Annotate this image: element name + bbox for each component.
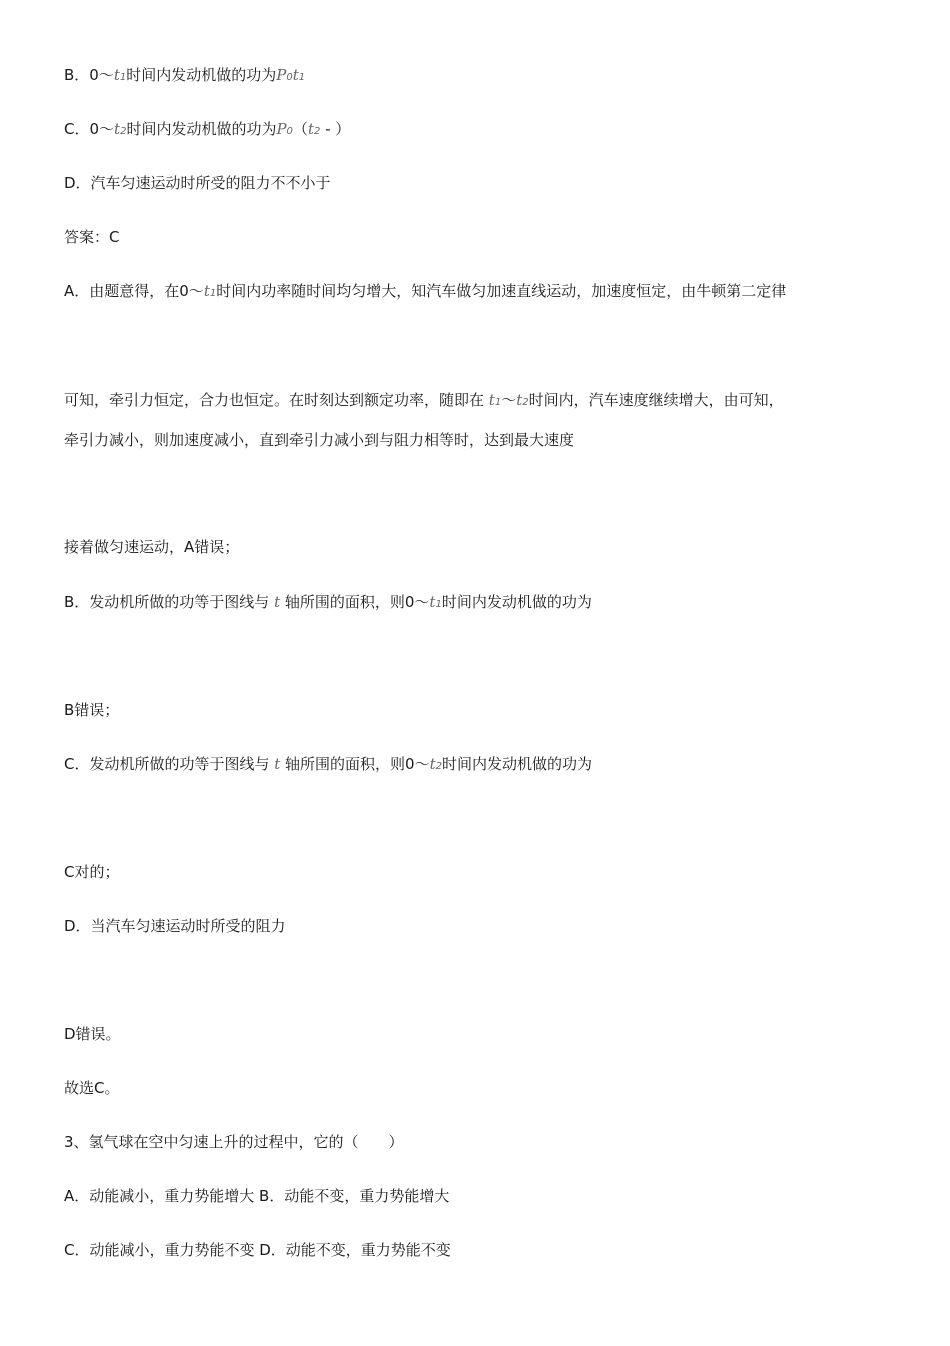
math-subscript: 2 — [435, 761, 442, 772]
explanation-text: 可知，牵引力恒定，合力也恒定。在时刻达到额定功率，随即在 — [64, 391, 489, 409]
explanation-text: 时间内功率随时间均匀增大，知汽车做匀加速直线运动，加速度恒定，由牛顿第二定律 — [216, 282, 787, 300]
explanation-c-line-2: C对的； — [64, 863, 120, 881]
open-paren: （ — [292, 120, 308, 138]
explanation-a-line-2 — [64, 390, 784, 413]
math-p: P — [276, 66, 287, 84]
math-subscript: 1 — [298, 72, 306, 83]
explanation-c-line-1 — [64, 754, 592, 777]
math-t: t — [274, 593, 281, 611]
option-c-text: 时间内发动机做的功为 — [126, 120, 277, 138]
math-t: t — [114, 120, 121, 138]
math-subscript: 1 — [494, 397, 502, 408]
conclusion-line: 故选C。 — [64, 1079, 120, 1097]
math-t: t — [307, 120, 314, 138]
math-t: t — [292, 66, 299, 84]
math-t: t — [203, 282, 210, 300]
math-subscript: 1 — [209, 288, 217, 299]
explanation-text: 时间内，汽车速度继续增大，由可知， — [528, 391, 784, 409]
option-d-line: D．汽车匀速运动时所受的阻力不不小于 — [64, 174, 331, 192]
math-t: t — [429, 755, 436, 773]
option-c-prefix: C．0～ — [64, 120, 115, 138]
explanation-b-line-1 — [64, 592, 592, 615]
question-3-options-cd: C．动能减小，重力势能不变 D．动能不变，重力势能不变 — [64, 1241, 451, 1259]
math-subscript: 2 — [522, 397, 529, 408]
explanation-a-line-4: 接着做匀速运动，A错误； — [64, 538, 240, 556]
explanation-a-line-3: 牵引力减小，则加速度减小，直到牵引力减小到与阻力相等时，达到最大速度 — [64, 431, 575, 449]
question-3-options-ab: A．动能减小，重力势能增大 B．动能不变，重力势能增大 — [64, 1187, 450, 1205]
explanation-text: 时间内发动机做的功为 — [442, 755, 593, 773]
explanation-a-line-1 — [64, 281, 786, 304]
option-c-line — [64, 119, 350, 142]
math-t: t — [429, 593, 436, 611]
explanation-text: C．发动机所做的功等于图线与 — [64, 755, 275, 773]
explanation-text: 轴所围的面积，则0～ — [280, 593, 430, 611]
explanation-text: B．发动机所做的功等于图线与 — [64, 593, 275, 611]
math-t: t — [274, 755, 281, 773]
math-subscript: 2 — [313, 126, 321, 137]
math-t: t — [113, 66, 120, 84]
math-p: P — [276, 120, 287, 138]
explanation-d-line-1: D．当汽车匀速运动时所受的阻力 — [64, 917, 286, 935]
answer-line: 答案：C — [64, 228, 120, 246]
math-subscript: 2 — [120, 126, 127, 137]
math-t: t — [516, 391, 523, 409]
explanation-text: 轴所围的面积，则0～ — [280, 755, 430, 773]
math-subscript: 0 — [286, 72, 293, 83]
explanation-text: 时间内发动机做的功为 — [441, 593, 592, 611]
math-subscript: 0 — [286, 126, 293, 137]
option-b-prefix: B．0～ — [64, 66, 114, 84]
explanation-b-line-2: B错误； — [64, 701, 120, 719]
option-b-text: 时间内发动机做的功为 — [126, 66, 277, 84]
math-subscript: 1 — [119, 72, 127, 83]
close-paren: - ） — [320, 120, 351, 138]
math-subscript: 1 — [435, 599, 442, 610]
tilde: ～ — [501, 391, 517, 409]
question-3-stem: 3、氢气球在空中匀速上升的过程中，它的（ ） — [64, 1133, 404, 1151]
explanation-text: A．由题意得，在0～ — [64, 282, 204, 300]
option-b-line — [64, 65, 305, 88]
math-t: t — [488, 391, 495, 409]
explanation-d-line-2: D错误。 — [64, 1025, 121, 1043]
